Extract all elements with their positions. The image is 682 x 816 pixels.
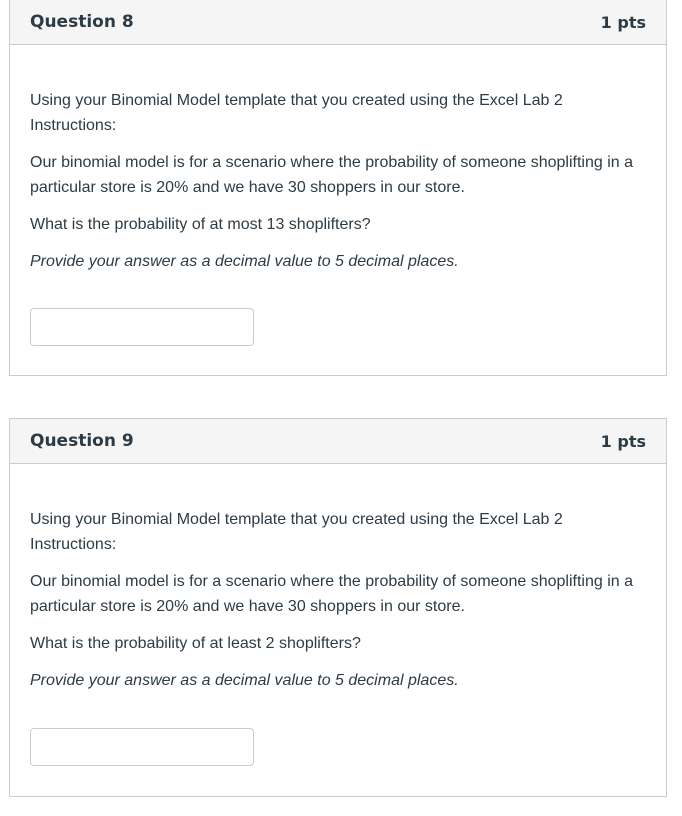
question-prompt: What is the probability of at least 2 shoplifters? <box>30 635 361 652</box>
question-intro: Using your Binomial Model template that you created using the Excel Lab 2 Instructions: <box>30 92 563 134</box>
question-body <box>10 45 666 274</box>
question-header <box>10 0 666 45</box>
question-9-card <box>9 418 667 797</box>
answer-input[interactable] <box>30 308 254 346</box>
question-points: 1 pts <box>600 431 646 451</box>
question-title: Question 8 <box>30 12 134 32</box>
question-8-card <box>9 0 667 376</box>
question-body <box>10 464 666 693</box>
answer-instruction: Provide your answer as a decimal value to 5 decimal places. <box>30 253 459 270</box>
question-title: Question 9 <box>30 431 134 451</box>
question-prompt: What is the probability of at most 13 shoplifters? <box>30 216 371 233</box>
question-points: 1 pts <box>600 12 646 32</box>
answer-input[interactable] <box>30 728 254 766</box>
question-intro: Using your Binomial Model template that you created using the Excel Lab 2 Instructions: <box>30 511 563 553</box>
question-scenario: Our binomial model is for a scenario where the probability of someone shoplifting in a particular store is 20% and we have 30 shoppers in our store. <box>30 573 633 615</box>
question-header <box>10 419 666 464</box>
question-scenario: Our binomial model is for a scenario where the probability of someone shoplifting in a particular store is 20% and we have 30 shoppers in our store. <box>30 154 633 196</box>
answer-instruction: Provide your answer as a decimal value to 5 decimal places. <box>30 672 459 689</box>
